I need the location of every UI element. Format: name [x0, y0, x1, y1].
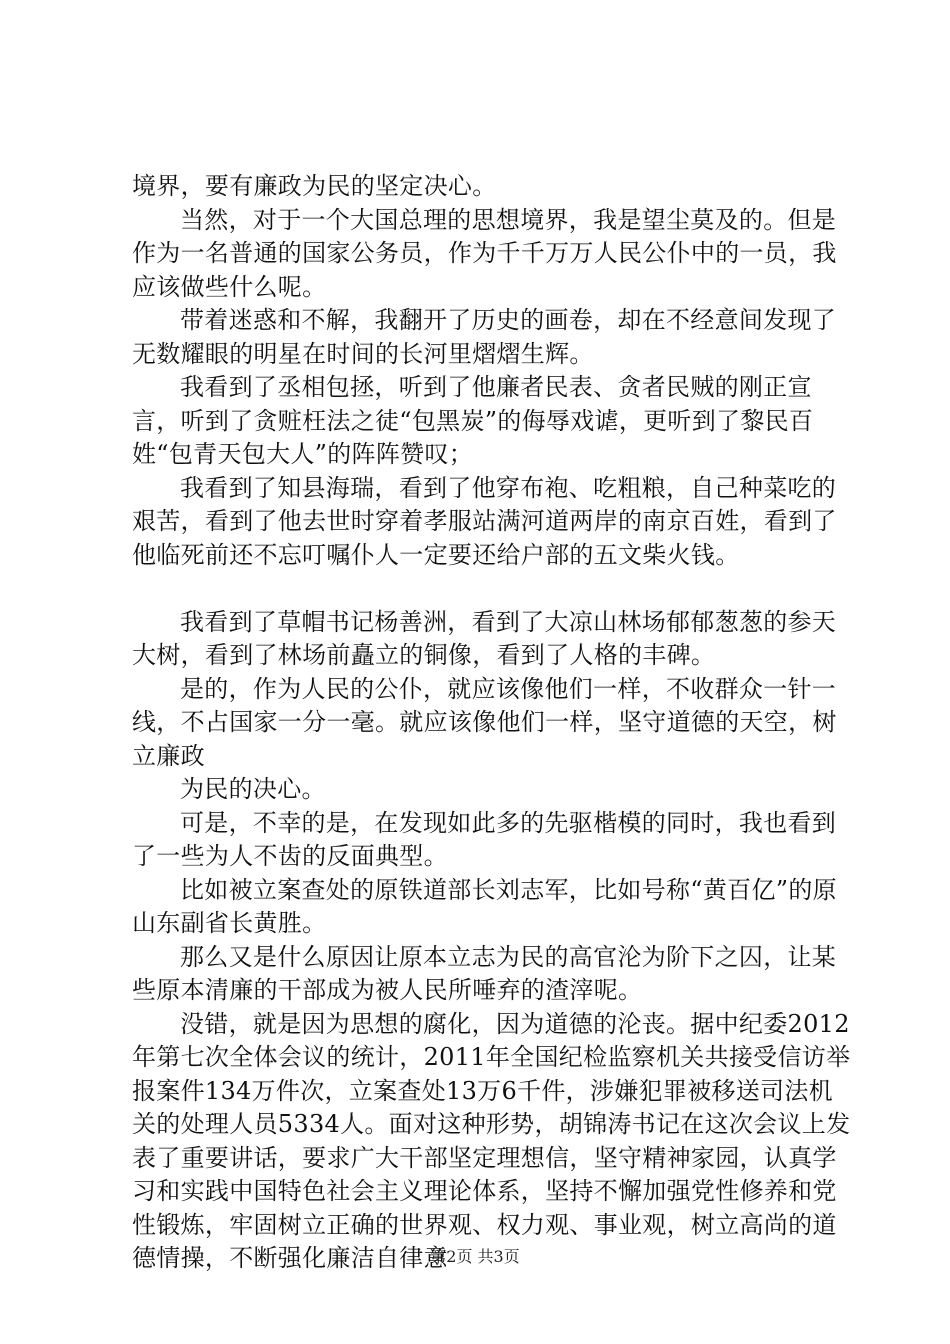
paragraph-7: 是的，作为人民的公仆，就应该像他们一样，不收群众一针一线，不占国家一分一毫。就应该像他们一样，坚守道德的天空，树立廉政 — [132, 674, 837, 770]
paragraph-5: 我看到了知县海瑞，看到了他穿布袍、吃粗粮，自己种菜吃的艰苦，看到了他去世时穿着孝服站满河道两岸的南京百姓，看到了他临死前还不忘叮嘱仆人一定要还给户部的五文柴火钱。 — [132, 473, 837, 569]
paragraph-3: 带着迷惑和不解，我翻开了历史的画卷，却在不经意间发现了无数耀眼的明星在时间的长河里熠熠生辉。 — [132, 306, 837, 368]
page-footer — [0, 1244, 950, 1267]
paragraph-6: 我看到了草帽书记杨善洲，看到了大凉山林场郁郁葱葱的参天大树，看到了林场前矗立的铜像，看到了人格的丰碑。 — [132, 607, 837, 669]
paragraph-8: 为民的决心。 — [180, 775, 326, 803]
paragraph-9: 可是，不幸的是，在发现如此多的先驱楷模的同时，我也看到了一些为人不齿的反面典型。 — [132, 808, 837, 870]
paragraph-12: 没错，就是因为思想的腐化，因为道德的沦丧。据中纪委2012年第七次全体会议的统计，2011年全国纪检监察机关共接受信访举报案件134万件次，立案查处13万6千件，涉嫌犯罪被移送司法机关的处理人员5334人。面对这种形势，胡锦涛书记在这次会议上发表了重要讲话，要求广大干部坚定理想信，坚守精神家园，认真学习和实践中国特色社会主义理论体系，坚持不懈加强党性修养和党性锻炼，牢固树立正确的世界观、权力观、事业观，树立高尚的道德情操，不断强化廉洁自律意 — [132, 1009, 851, 1272]
page-number-label: 第2页 共3页 — [430, 1247, 520, 1266]
paragraph-1: 境界，要有廉政为民的坚定决心。 — [132, 172, 497, 200]
paragraph-2: 当然，对于一个大国总理的思想境界，我是望尘莫及的。但是作为一名普通的国家公务员，作为千千万万人民公仆中的一员，我应该做些什么呢。 — [132, 205, 837, 301]
document-body — [132, 170, 852, 1276]
paragraph-10: 比如被立案查处的原铁道部长刘志军，比如号称“黄百亿”的原山东副省长黄胜。 — [132, 875, 837, 937]
paragraph-gap — [132, 572, 852, 606]
paragraph-4: 我看到了丞相包拯，听到了他廉者民表、贪者民贼的刚正宣言，听到了贪赃枉法之徒“包黑炭”的侮辱戏谑，更听到了黎民百姓“包青天包大人”的阵阵赞叹； — [132, 373, 814, 468]
paragraph-11: 那么又是什么原因让原本立志为民的高官沦为阶下之囚，让某些原本清廉的干部成为被人民所唾弃的渣滓呢。 — [132, 942, 837, 1004]
